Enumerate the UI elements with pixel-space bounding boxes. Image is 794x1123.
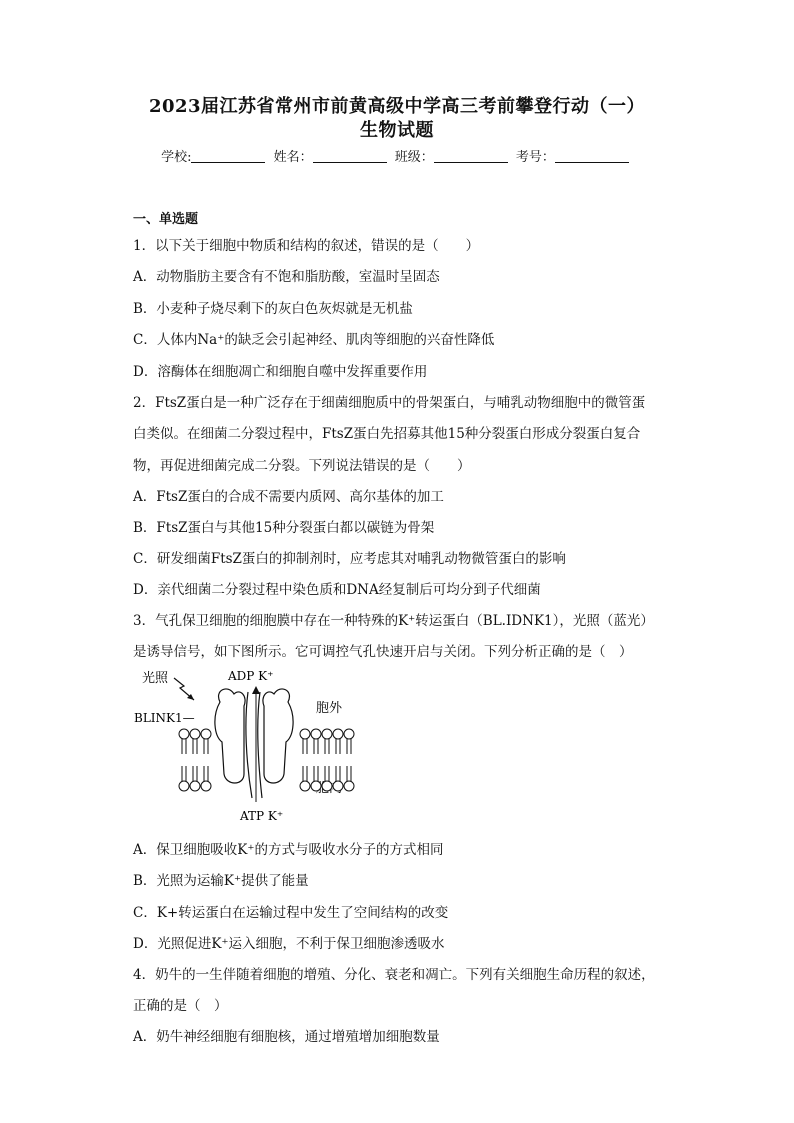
lipid-head: [322, 781, 332, 791]
student-info-line: [0, 146, 794, 165]
info-number-blank[interactable]: [555, 148, 629, 163]
lipid-head: [344, 729, 354, 739]
question-1-stem: 1．以下关于细胞中物质和结构的叙述，错误的是（ ）: [133, 238, 480, 254]
fig-atp-label: ATP K⁺: [240, 809, 284, 822]
question-1-option-c: C．人体内Na⁺的缺乏会引起神经、肌肉等细胞的兴奋性降低: [133, 332, 495, 348]
question-1-option-d: D．溶酶体在细胞凋亡和细胞自噬中发挥重要作用: [133, 364, 428, 380]
lipid-head: [300, 729, 310, 739]
info-class-blank[interactable]: [434, 148, 508, 163]
question-1-option-a: A．动物脂肪主要含有不饱和脂肪酸，室温时呈固态: [133, 269, 440, 285]
lipid-head: [322, 729, 332, 739]
section-heading: 一、单选题: [133, 212, 199, 227]
membrane-transport-figure: [128, 662, 368, 822]
question-4-option-a: A．奶牛神经细胞有细胞核，通过增殖增加细胞数量: [133, 1029, 440, 1045]
lipid-head: [190, 729, 200, 739]
lipid-head: [179, 781, 189, 791]
exam-subtitle: 生物试题: [360, 120, 434, 141]
question-3-option-b: B．光照为运输K⁺提供了能量: [133, 873, 309, 889]
question-3-option-a: A．保卫细胞吸收K⁺的方式与吸收水分子的方式相同: [133, 842, 444, 858]
fig-outside-label: 胞外: [316, 701, 343, 716]
question-2-option-a: A．FtsZ蛋白的合成不需要内质网、高尔基体的加工: [133, 489, 444, 505]
info-name-blank[interactable]: [313, 148, 387, 163]
lipid-head: [300, 781, 310, 791]
question-4-stem-line-2: 正确的是（ ）: [133, 998, 228, 1014]
exam-title: 2023届江苏省常州市前黄高级中学高三考前攀登行动（一）: [148, 96, 646, 117]
lipid-head: [344, 781, 354, 791]
lipid-head: [179, 729, 189, 739]
info-number-label: 考号：: [515, 150, 555, 165]
info-class-label: 班级：: [394, 150, 434, 165]
question-4-stem-line-1: 4．奶牛的一生伴随着细胞的增殖、分化、衰老和凋亡。下列有关细胞生命历程的叙述，: [133, 967, 655, 983]
question-3-option-d: D．光照促进K⁺运入细胞，不利于保卫细胞渗透吸水: [133, 936, 445, 952]
transport-protein: [215, 689, 293, 798]
question-1-option-b: B．小麦种子烧尽剩下的灰白色灰烬就是无机盐: [133, 301, 413, 317]
info-name-label: 姓名：: [273, 150, 313, 165]
info-school-label: 学校:: [161, 150, 192, 165]
arrow-up-icon: [252, 686, 260, 694]
question-3-stem-line-1: 3．气孔保卫细胞的细胞膜中存在一种特殊的K⁺转运蛋白（BL.IDNK1），光照（蓝光）: [133, 613, 654, 629]
lipid-head: [333, 781, 343, 791]
question-2-option-c: C．研发细菌FtsZ蛋白的抑制剂时，应考虑其对哺乳动物微管蛋白的影响: [133, 551, 566, 567]
question-2-option-b: B．FtsZ蛋白与其他15种分裂蛋白都以碳链为骨架: [133, 520, 435, 536]
question-3-option-c: C．K+转运蛋白在运输过程中发生了空间结构的改变: [133, 905, 449, 921]
question-2-stem-line-2: 白类似。在细菌二分裂过程中，FtsZ蛋白先招募其他15种分裂蛋白形成分裂蛋白复合: [133, 426, 641, 442]
question-3-stem-line-2: 是诱导信号，如下图所示。它可调控气孔快速开启与关闭。下列分析正确的是（ ）: [133, 644, 633, 660]
fig-light-label: 光照: [142, 671, 169, 686]
fig-adp-label: ADP K⁺: [228, 669, 274, 683]
lipid-head: [190, 781, 200, 791]
lipid-head: [333, 729, 343, 739]
fig-blink-label: BLINK1—: [134, 711, 195, 725]
lipid-head: [201, 729, 211, 739]
lipid-head: [311, 781, 321, 791]
question-2-stem-line-3: 物，再促进细菌完成二分裂。下列说法错误的是（ ）: [133, 458, 471, 474]
lipid-head: [311, 729, 321, 739]
info-school-blank[interactable]: [191, 148, 265, 163]
question-2-stem-line-1: 2．FtsZ蛋白是一种广泛存在于细菌细胞质中的骨架蛋白，与哺乳动物细胞中的微管蛋: [133, 395, 646, 411]
question-2-option-d: D．亲代细菌二分裂过程中染色质和DNA经复制后可均分到子代细菌: [133, 582, 541, 598]
lipid-head: [201, 781, 211, 791]
